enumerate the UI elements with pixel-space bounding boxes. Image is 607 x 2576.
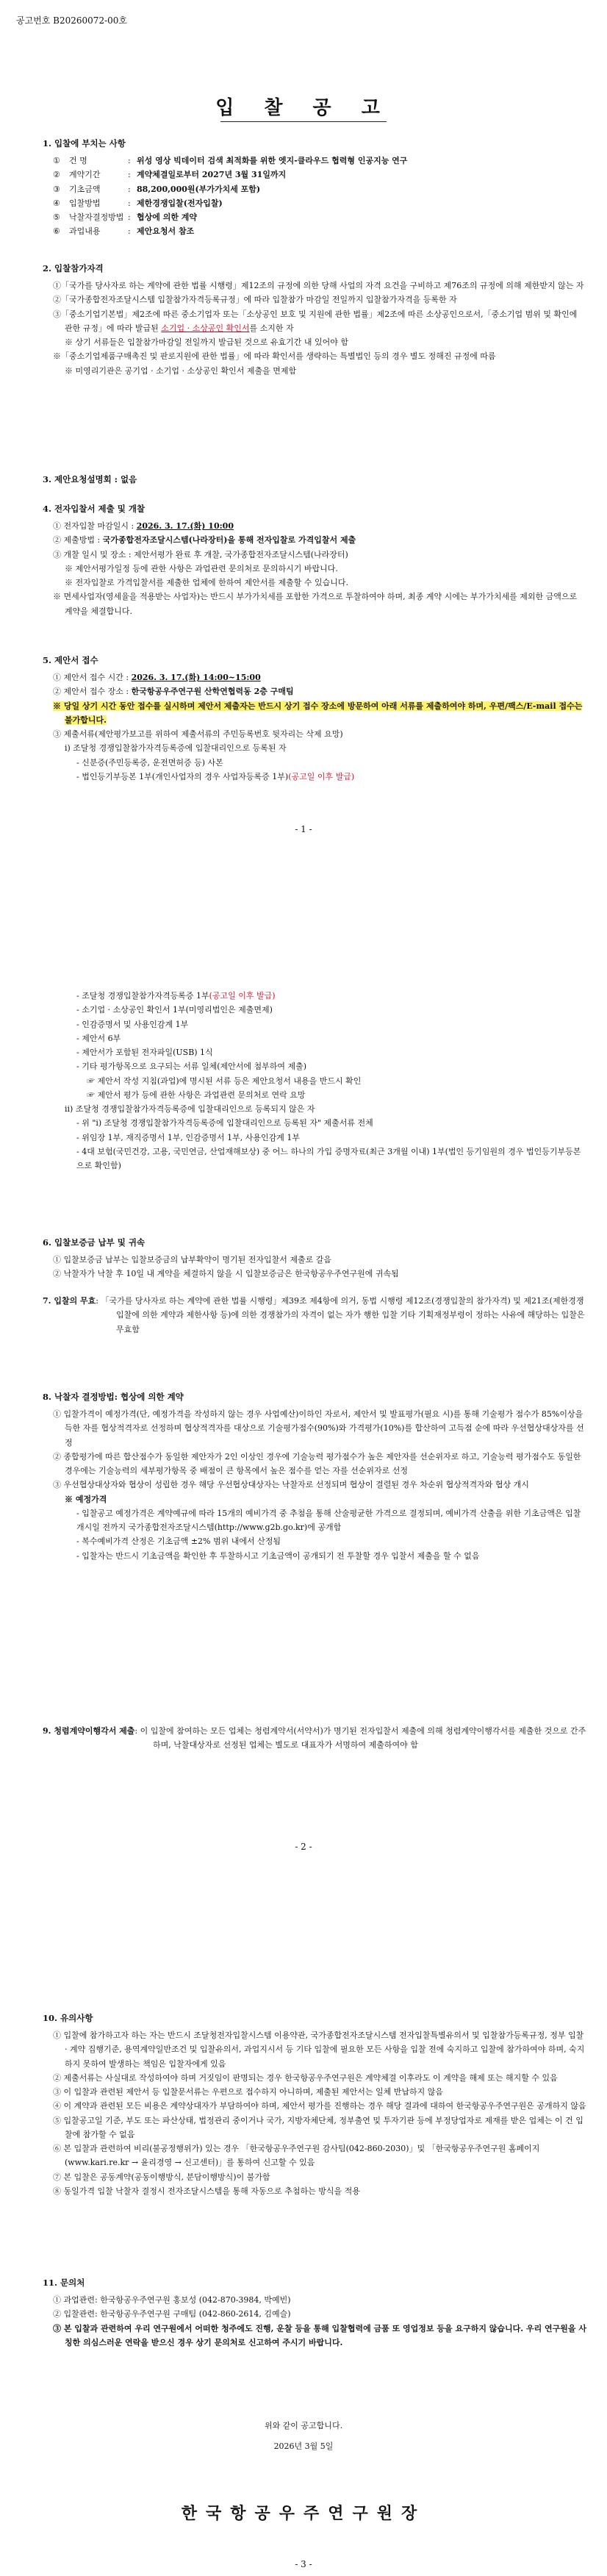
s10-para: ⑥ 본 입찰과 관련하여 비리(불공정행위가) 있는 경우 「한국항공우주연구원 감사팀(042-860-2030)」및 「한국항공우주연구원 홈페이지(www.kari.re.kr → 윤리경영 → 신고센터)」를 통하여 신고할 수 있음 (53, 2144, 540, 2168)
doc-item: - 기타 평가항목으로 요구되는 서류 일체(제안서에 첨부하여 제출) (76, 1062, 307, 1072)
section-3 (43, 472, 586, 490)
doc-item: - 제안서 6부 (76, 1033, 121, 1043)
s10-para: ② 제출서류는 사실대로 작성하여야 하며 거짓임이 판명되는 경우 한국항공우주연구원은 계약체결 이후라도 이 계약을 해제 또는 해지할 수 있음 (53, 2072, 558, 2083)
s1-row: ① 건 명 : 위성 영상 빅데이터 검색 최적화를 위한 엣지-클라우드 협력형 인공지능 연구 (53, 156, 408, 166)
s1-row: ③ 기초금액 : 88,200,000원(부가가치세 포함) (53, 184, 261, 194)
section-5-continued (43, 989, 586, 1173)
contact-bid: ② 입찰관련: 한국항공우주연구원 구매팀 (042-860-2614, 김예슬) (53, 2309, 291, 2319)
section-1 (43, 136, 586, 239)
s4-deadline: ① 전자입찰 마감일시 : 2026. 3. 17.(화) 10:00 (53, 521, 234, 532)
s10-para: ⑤ 입찰공고일 기준, 부도 또는 파산상태, 법정관리 중이거나 국가, 지방자체단체, 정부출연 및 투자기관 등에 부정당업자로 제재를 받은 업체는 이 건 입찰에 참가할 수 없음 (53, 2115, 583, 2139)
section-8-heading: 8. 낙찰자 결정방법: 협상에 의한 계약 (43, 1392, 184, 1402)
s10-para: ⑧ 동일가격 입찰 낙찰자 결정시 전자조달시스템을 통해 자동으로 추첨하는 방식을 적용 (53, 2186, 360, 2196)
s1-row: ⑤ 낙찰자결정방법 : 협상에 의한 계약 (53, 212, 198, 223)
s8-para: ① 입찰가격이 예정가격(단, 예정가격을 작성하지 않는 경우 사업예산)이하인 자로서, 제안서 및 발표평가(필요 시)를 통해 기술평가 점수가 85%이상을 득한 자를 협상적격자로 선정하며 협상적격자를 대상으로 기술평가점수(90%)와 가격평가(10%)를 합산하여 고득점 순에 따라 우선협상대상자를 선정 (53, 1409, 584, 1448)
s8-note: - 입찰공고 예정가격은 계약예규에 따라 15개의 예비가격 중 추첨을 통해 산술평균한 가격으로 결정되며, 예비가격 산출을 위한 기초금액은 입찰개시일 전까지 국가종합전자조달시스템(http://www.g2b.go.kr)에 공개함 (76, 1508, 581, 1533)
s2-note: ※「중소기업제품구매촉진 및 판로지원에 관한 법률」에 따라 확인서를 생략하는 특별법인 등의 경우 별도 정해진 규정에 따름 (53, 351, 496, 362)
s2-para: ②「국가종합전자조달시스템 입찰참가자격등록규정」에 따라 입찰참가 마감일 전일까지 입찰참가자격을 등록한 자 (53, 295, 457, 305)
s4-opening: ③ 개찰 일시 및 장소 : 제안서평가 완료 후 개찰, 국가종합전자조달시스템(나라장터) (53, 549, 348, 559)
section-6 (43, 1235, 586, 1281)
title-underline (220, 121, 387, 122)
page-number: - 1 - (295, 824, 312, 834)
s8-note: - 복수예비가격 산정은 기초금액 ±2% 범위 내에서 산정됨 (76, 1536, 281, 1547)
s10-para: ⑦ 본 입찰은 공동계약(공동이행방식, 분담이행방식)이 불가함 (53, 2172, 270, 2182)
section-4 (43, 501, 586, 618)
doc-item: - 조달청 경쟁입찰참가자격등록증 1부(공고일 이후 발급) (76, 991, 276, 1001)
section-9 (43, 1724, 586, 1753)
section-10 (43, 2011, 586, 2198)
s4-note: ※ 면세사업자(영세율을 적용받는 사업자)는 반드시 부가가치세를 포함한 가격으로 투찰하여야 하며, 최종 계약 시에는 부가가치세를 제외한 금액으로 계약을 체결합니다. (53, 592, 578, 616)
section-7 (43, 1294, 586, 1337)
section-10-heading: 10. 유의사항 (43, 2013, 93, 2023)
section-8 (43, 1389, 586, 1563)
s8-note-heading: ※ 예정가격 (65, 1494, 107, 1504)
s8-note: - 입찰자는 반드시 기초금액을 확인한 후 투찰하시고 기초금액이 공개되기 전 투찰할 경우 입찰서 제출을 할 수 없음 (76, 1550, 480, 1561)
s2-para: ①「국가를 당사자로 하는 계약에 관한 법률 시행령」제12조의 규정에 의한 당해 사업의 자격 요건을 구비하고 제76조의 규정에 의해 제한받지 않는 자 (53, 281, 584, 291)
s5-time: ① 제안서 접수 시간 : 2026. 3. 17.(화) 14:00~15:00 (53, 673, 261, 683)
section-11-heading: 11. 문의처 (43, 2278, 85, 2288)
s1-row: ② 계약기간 : 계약체결일로부터 2027년 3월 31일까지 (53, 170, 287, 180)
issuer-name: 한국항공우주연구원장 (181, 2504, 426, 2523)
section-2-heading: 2. 입찰참가자격 (43, 263, 104, 273)
s5-warning: ※ 당일 상기 시간 동안 접수를 실시하며 제안서 제출자는 반드시 상기 접수 장소에 방문하여 아래 서류를 제출하여야 하며, 우편/팩스/E-mail 접수는 불가합니다. (53, 701, 583, 725)
closing-statement: 위와 같이 공고합니다. (264, 2421, 343, 2430)
s1-row: ⑥ 과업내용 : 제안요청서 참조 (53, 226, 195, 237)
section-5 (43, 653, 586, 784)
page-title: 입 찰 공 고 (215, 97, 392, 119)
s5-docs-i-2: - 법인등기부등본 1부(개인사업자의 경우 사업자등록증 1부)(공고일 이후 발급) (76, 771, 355, 781)
doc-item: - 위임장 1부, 재직증명서 1부, 인감증명서 1부, 사용인감계 1부 (76, 1132, 300, 1142)
s4-note: ※ 제안서평가일정 등에 관한 사항은 과업관련 문의처로 문의하시기 바랍니다. (65, 563, 338, 573)
s8-para: ③ 우선협상대상자와 협상이 성립한 경우 해당 우선협상대상자는 낙찰자로 선정되며 협상이 결렬된 경우 차순위 협상적격자와 협상 개시 (53, 1480, 529, 1490)
s10-para: ④ 이 계약과 관련된 모든 비용은 계약상대자가 부담하여야 하며, 제안서 평가를 진행하는 경우 해당 결과에 대하여 한국항공우주연구원은 공개하지 않음 (53, 2101, 586, 2111)
doc-subitem: ☞ 제안서 작성 지침(과업)에 명시된 서류 등은 제안요청서 내용을 반드시 확인 (87, 1076, 362, 1086)
notice-number: 공고번호 B20260072-00호 (16, 15, 127, 26)
s10-para: ① 입찰에 참가하고자 하는 자는 반드시 조달청전자입찰시스템 이용약관, 국가종합전자조달시스템 전자입찰특별유의서 및 입찰참가등록규정, 정부 입찰 · 계약 집행기준, 용역계약일반조건 및 입찰유의서, 과업지시서 등 기타 입찰에 필요한 모든 사항을 입찰 전에 숙지하고 입찰에 참가하여야 하며, 숙지하지 못하여 발생하는 책임은 입찰자에게 있음 (53, 2031, 585, 2069)
s4-note: ※ 전자입찰로 가격입찰서를 제출한 업체에 한하여 제안서를 제출할 수 있습니다. (65, 578, 348, 588)
section-6-heading: 6. 입찰보증금 납부 및 귀속 (43, 1237, 146, 1248)
doc-item: - 4대 보험(국민건강, 고용, 국민연금, 산업재해보상) 중 어느 하나의 가입 증명자료(최근 3개월 이내) 1부(법인 등기임원의 경우 법인등기부등본으로 확인함) (76, 1146, 581, 1170)
page-number: - 2 - (295, 1842, 312, 1852)
page-number: - 3 - (295, 2559, 312, 2569)
section-4-heading: 4. 전자입찰서 제출 및 개찰 (43, 504, 146, 514)
doc-item: - 소기업 · 소상공인 확인서 1부(미영리법인은 제출면제) (76, 1005, 273, 1015)
section-11 (43, 2275, 586, 2350)
contact-task: ① 과업관련: 한국항공우주연구원 홍보성 (042-870-3984, 박예빈) (53, 2295, 291, 2305)
s8-para: ② 종합평가에 따른 합산점수가 동일한 제안자가 2인 이상인 경우에 기술능력 평가점수가 높은 제안자를 선순위자로 하고, 기술능력 평가점수도 동일한 경우에는 기술능력의 세부평가항목 중 배점이 큰 항목에서 높은 점수를 얻는 자를 선순위자로 선정 (53, 1451, 581, 1476)
doc-subitem: ☞ 제안서 평가 등에 관한 사항은 과업관련 문의처로 연락 요망 (87, 1090, 306, 1100)
s5-docs: ③ 제출서류(제안평가보고를 위하여 제출서류의 주민등록번호 뒷자리는 삭제 요망) (53, 729, 343, 740)
s5-docs-i-1: - 신분증(주민등록증, 운전면허증 등) 사본 (76, 757, 223, 768)
s1-row: ④ 입찰방법 : 제한경쟁입찰(전자입찰) (53, 198, 223, 208)
section-3-heading: 3. 제안요청설명회 : 없음 (43, 474, 137, 484)
s10-para: ③ 이 입찰과 관련된 제안서 등 입찰문서류는 우편으로 접수하지 아니하며, 제출된 제안서는 일체 반납하지 않음 (53, 2087, 443, 2097)
sme-certificate-text: 소기업 · 소상공인 확인서 (161, 323, 250, 333)
s5-docs-ii: ⅱ) 조달청 경쟁입찰참가자격등록증에 입찰대리인으로 등록되지 않은 자 (65, 1104, 315, 1114)
section-1-heading: 1. 입찰에 부치는 사항 (43, 138, 126, 149)
s6-para: ② 낙찰자가 낙찰 후 10일 내 계약을 체결하지 않을 시 입찰보증금은 한국항공우주연구원에 귀속됨 (53, 1269, 399, 1279)
s5-docs-i: ⅰ) 조달청 경쟁입찰참가자격등록증에 입찰대리인으로 등록된 자 (65, 743, 287, 754)
s5-place: ② 제안서 접수 장소 : 한국항공우주연구원 산학연협력동 2층 구매팀 (53, 687, 294, 697)
s2-note: ※ 상기 서류들은 입찰참가마감일 전일까지 발급된 것으로 유효기간 내 있어야 함 (65, 337, 348, 348)
s4-method: ② 제출방법 : 국가종합전자조달시스템(나라장터)을 통해 전자입찰로 가격입찰서 제출 (53, 535, 356, 545)
s2-para: ③「중소기업기본법」제2조에 따른 중소기업자 또는「소상공인 보호 및 지원에 관한 법률」제2조에 따른 소상공인으로서,「중소기업 범위 및 확인에 관한 규정」에 따라 발급된 소기업 · 소상공인 확인서를 소지한 자 (53, 309, 578, 333)
announcement-date: 2026년 3월 5일 (273, 2441, 334, 2451)
section-2 (43, 261, 586, 378)
section-7-text: 7. 입찰의 무효: 「국가를 당사자로 하는 계약에 관한 법률 시행령」제39조 제4항에 의거, 동법 시행령 제12조(경쟁입찰의 참가자격) 및 제21조(제한경쟁입찰에 의한 계약과 제한사항 등)에 의한 경쟁참가의 자격이 없는 자가 행한 입찰 기타 기획재정부령이 정하는 사유에 해당하는 입찰은 무효함 (43, 1296, 585, 1334)
section-5-heading: 5. 제안서 접수 (43, 655, 98, 665)
doc-item: - 제안서가 포함된 전자파일(USB) 1식 (76, 1048, 213, 1057)
s6-para: ① 입찰보증금 납부는 입찰보증금의 납부확약이 명기된 전자입찰서 제출로 갈음 (53, 1255, 332, 1265)
section-9-text: 9. 청렴계약이행각서 제출: 이 입찰에 참여하는 모든 업체는 청렴계약서(서약서)가 명기된 전자입찰서 제출에 의해 청렴계약이행각서를 제출한 것으로 간주하며, 낙찰대상자로 선정된 업체는 별도로 대표자가 서명하여 제출하여야 함 (43, 1726, 586, 1750)
s2-note: ※ 미영리기관은 공기업 · 소기업 · 소상공인 확인서 제출을 면제함 (65, 365, 297, 376)
doc-item: - 위 "ⅰ) 조달청 경쟁입찰참가자격등록증에 입찰대리인으로 등록된 자" 제출서류 전체 (76, 1118, 373, 1128)
doc-item: - 인감증명서 및 사용인감계 1부 (76, 1019, 189, 1029)
s11-warning: ③ 본 입찰과 관련하여 우리 연구원에서 어떠한 청주에도 진행, 운찰 등을 통해 입찰협력에 금품 또 영업정보 등을 요구하지 않습니다. 우리 연구원을 사칭한 의심스러운 연락을 받으신 경우 상기 문의처로 신고하여 주시기 바랍니다. (53, 2323, 587, 2347)
